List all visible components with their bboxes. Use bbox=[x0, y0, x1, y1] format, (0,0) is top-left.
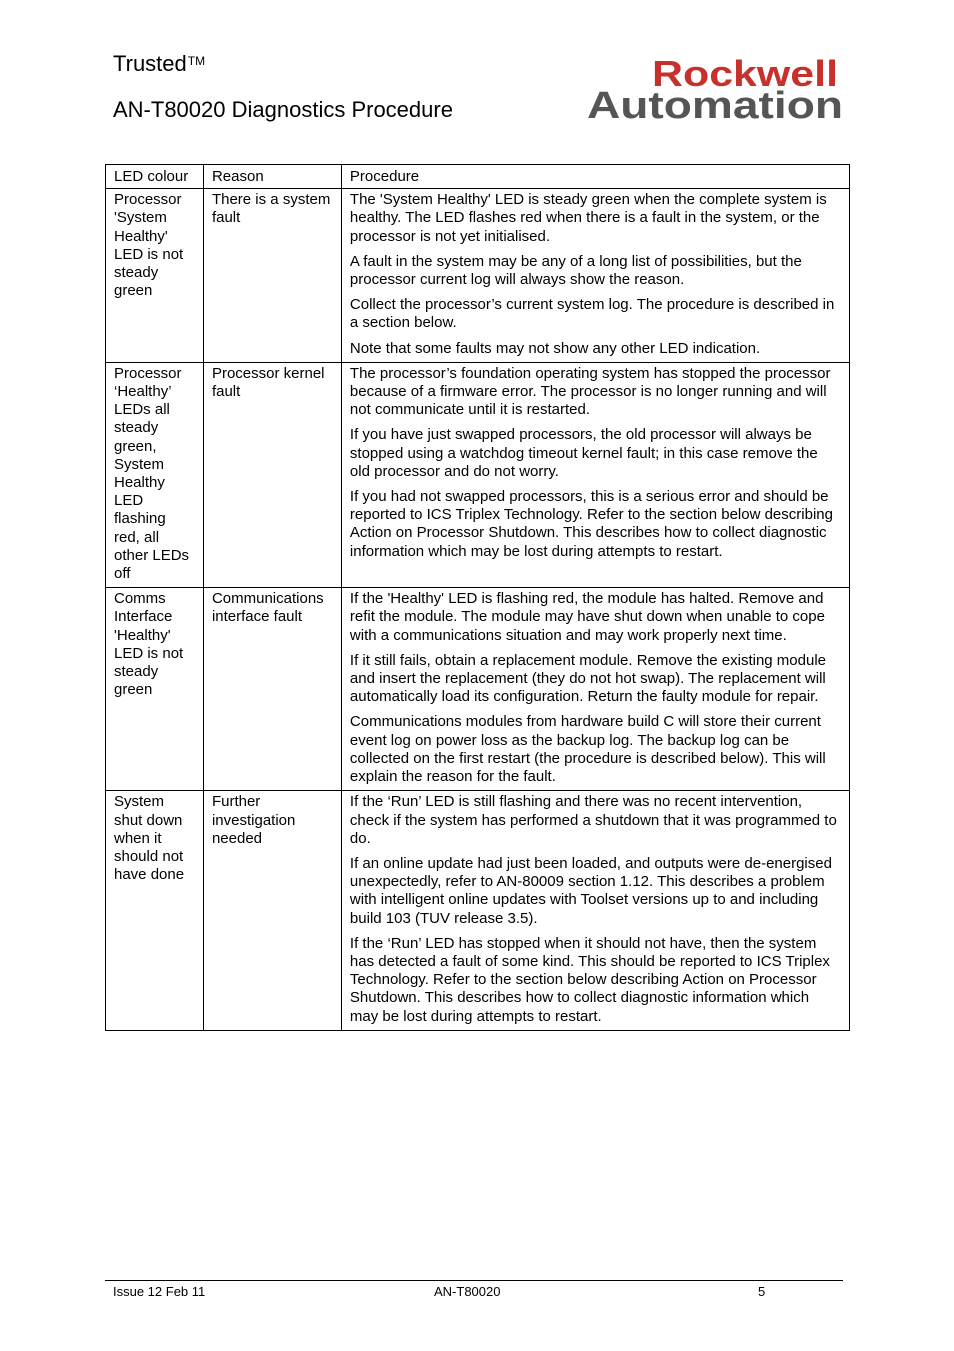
rockwell-automation-logo bbox=[585, 56, 847, 122]
trademark-superscript: TM bbox=[187, 54, 206, 68]
footer-doc-id: AN-T80020 bbox=[434, 1284, 501, 1299]
led-colour-cell: Processor ‘Healthy’ LEDs all steady green, System Healthy LED flashing red, all other LEDs off bbox=[106, 362, 204, 587]
diagnostics-table bbox=[105, 164, 850, 1031]
reason-cell: Further investigation needed bbox=[203, 791, 341, 1030]
procedure-paragraph: Note that some faults may not show any other LED indication. bbox=[349, 339, 761, 357]
title-text: Trusted bbox=[113, 51, 187, 76]
procedure-paragraph: If the 'Healthy' LED is flashing red, the module has halted. Remove and refit the module. The module may have shut down when unable to cope with a communications situation and may work properly next time. bbox=[349, 590, 825, 644]
header-reason: Reason bbox=[203, 165, 341, 189]
led-colour-cell: Processor 'System Healthy' LED is not steady green bbox=[106, 189, 204, 363]
footer-page-number: 5 bbox=[758, 1284, 766, 1299]
header-procedure: Procedure bbox=[341, 165, 849, 189]
table-header-row bbox=[106, 165, 850, 189]
procedure-paragraph: If it still fails, obtain a replacement module. Remove the existing module and insert the replacement (they do not hot swap). The replacement will automatically load its configuration. Return the faulty module for repair. bbox=[349, 651, 826, 706]
procedure-paragraph: If you have just swapped processors, the old processor will always be stopped using a watchdog timeout kernel fault; in this case remove the old processor and do not worry. bbox=[349, 426, 818, 480]
procedure-paragraph: A fault in the system may be any of a long list of possibilities, but the processor current log will always show the reason. bbox=[349, 252, 802, 289]
procedure-paragraph: If the ‘Run’ LED has stopped when it should not have, then the system has detected a fault of some kind. This should be reported to ICS Triplex Technology. Refer to the section below describing Action on Processor Shutdown. This describes how to collect diagnostic information which may be lost during attempts to restart. bbox=[349, 934, 830, 1025]
header-led-colour: LED colour bbox=[106, 165, 204, 189]
reason-cell: There is a system fault bbox=[203, 189, 341, 363]
procedure-cell bbox=[341, 362, 849, 587]
table-row bbox=[106, 791, 850, 1030]
led-colour-cell: System shut down when it should not have done bbox=[106, 791, 204, 1030]
logo-line1: Rockwell bbox=[652, 56, 838, 94]
table-row bbox=[106, 362, 850, 587]
procedure-paragraph: Collect the processor’s current system log. The procedure is described in a section below. bbox=[349, 296, 835, 332]
reason-cell: Processor kernel fault bbox=[203, 362, 341, 587]
procedure-paragraph: The processor’s foundation operating system has stopped the processor because of a firmware error. The processor is no longer running and will not communicate until it is restarted. bbox=[349, 364, 831, 419]
procedure-paragraph: The 'System Healthy' LED is steady green when the complete system is healthy. The LED flashes red when there is a fault in the system, or the processor is not yet initialised. bbox=[349, 191, 827, 245]
logo-line2: Automation bbox=[587, 85, 843, 122]
footer-issue: Issue 12 Feb 11 bbox=[113, 1284, 206, 1299]
footer-divider bbox=[105, 1280, 843, 1281]
document-title bbox=[113, 50, 205, 78]
procedure-paragraph: Communications modules from hardware build C will store their current event log on power loss as the backup log. The backup log can be collected on the first restart (the procedure is described below). This will explain the reason for the fault. bbox=[349, 713, 826, 786]
logo-graphic bbox=[585, 56, 847, 122]
table-row bbox=[106, 189, 850, 363]
reason-cell: Communications interface fault bbox=[203, 588, 341, 791]
procedure-cell bbox=[341, 791, 849, 1030]
procedure-paragraph: If an online update had just been loaded, and outputs were de-energised unexpectedly, refer to AN-80009 section 1.12. This describes a problem with intelligent online updates with Toolset versions up to and including build 103 (TUV release 3.5). bbox=[349, 854, 832, 927]
procedure-paragraph: If you had not swapped processors, this is a serious error and should be reported to ICS Triplex Technology. Refer to the section below describing Action on Processor Shutdown. This describes how to collect diagnostic information which may be lost during attempts to restart. bbox=[349, 488, 833, 560]
document-subtitle: AN-T80020 Diagnostics Procedure bbox=[113, 97, 453, 122]
table-row bbox=[106, 588, 850, 791]
led-colour-cell: Comms Interface 'Healthy' LED is not steady green bbox=[106, 588, 204, 791]
procedure-cell bbox=[341, 189, 849, 363]
procedure-paragraph: If the ‘Run’ LED is still flashing and there was no recent intervention, check if the system has performed a shutdown that it was programmed to do. bbox=[349, 793, 837, 847]
procedure-cell bbox=[341, 588, 849, 791]
